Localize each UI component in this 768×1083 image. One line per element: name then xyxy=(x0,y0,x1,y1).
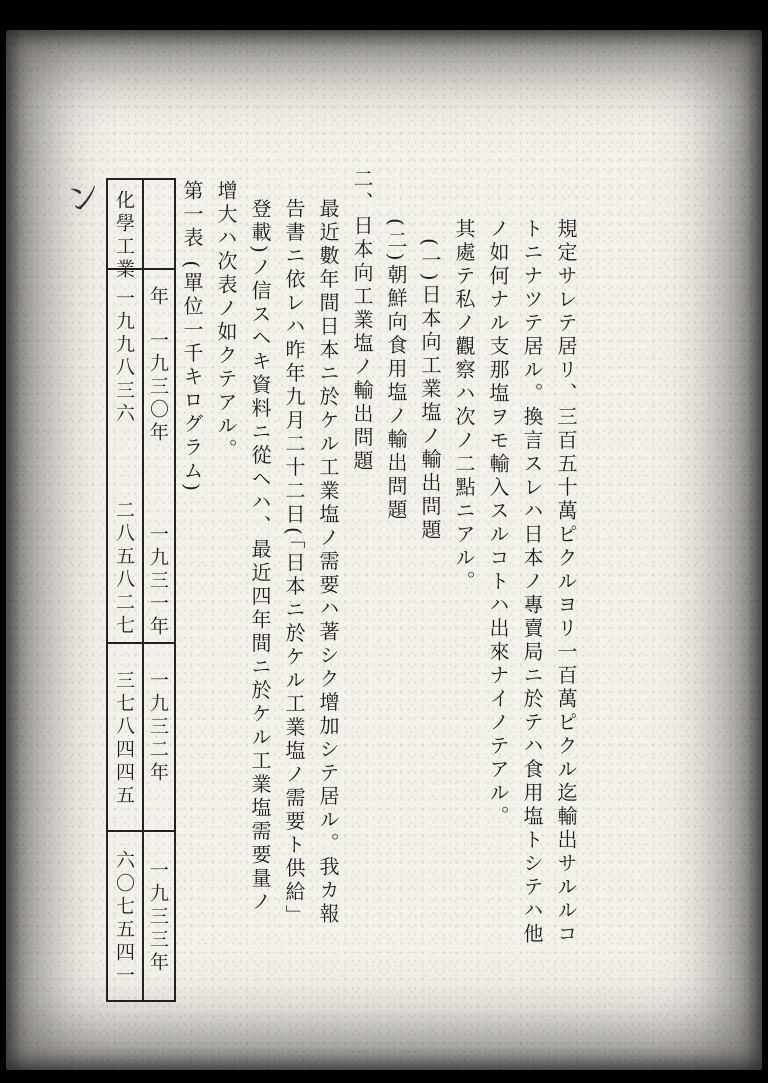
table-header-1933: 一九三三年 xyxy=(147,860,169,975)
text-line-5: (一)日本向工業塩ノ輸出問題 xyxy=(418,238,442,543)
table-cell-1930: 一九九八三六 xyxy=(113,288,135,426)
text-line-6: (二)朝鮮向食用塩ノ輸出問題 xyxy=(384,218,408,523)
table-border-top xyxy=(106,178,176,180)
text-line-11: 增大ハ次表ノ如クテアル。 xyxy=(214,180,238,462)
table-column-divider xyxy=(142,178,144,1002)
text-line-8: 最近數年間日本ニ於ケル工業塩ノ需要ハ著シク增加シテ居ル。我カ報 xyxy=(316,198,340,927)
table-header-1932: 一九三二年 xyxy=(147,670,169,785)
table-row-label: 化學工業 xyxy=(113,190,135,282)
table-row-divider xyxy=(106,830,176,832)
text-line-9: 告書ニ依レハ昨年九月二十二日(「日本ニ於ケル工業塩ノ需要ト供給」 xyxy=(282,198,306,928)
text-line-10: 登載)ノ信スヘキ資料ニ從ヘハ、最近四年間ニ於ケル工業塩需要量ノ xyxy=(248,198,272,915)
text-line-4: 其處テ私ノ觀察ハ次ノ二點ニアル。 xyxy=(452,218,476,594)
table-row-divider xyxy=(106,642,176,644)
section-heading: 二、日本向工業塩ノ輸出問題 xyxy=(350,168,374,474)
table-cell-1932: 三七八四四五 xyxy=(113,670,135,808)
text-line-2: トニナツテ居ル。換言スレハ日本ノ專賣局ニ於テハ食用塩トシテハ他 xyxy=(520,218,544,947)
table-border-right xyxy=(174,178,176,1002)
table-caption: 第一表 (單位一千キログラム) xyxy=(180,180,204,495)
document-page xyxy=(6,30,762,1070)
data-table xyxy=(6,30,762,1070)
table-border-left xyxy=(106,178,108,1002)
table-header-year: 年 xyxy=(147,286,169,309)
table-header-1930: 一九三〇年 xyxy=(147,330,169,445)
table-cell-1933: 六〇七五四一 xyxy=(113,850,135,988)
table-border-bottom xyxy=(106,1000,176,1002)
text-line-3: ノ如何ナル支那塩ヲモ輸入スルコトハ出來ナイノテアル。 xyxy=(486,218,510,829)
text-line-1: 規定サレテ居リ、三百五十萬ピクルヨリ一百萬ピクル迄輸出サルルコ xyxy=(554,218,578,947)
table-cell-1931: 二八五八二七 xyxy=(113,500,135,638)
table-header-1931: 一九三一年 xyxy=(147,524,169,639)
handwritten-mark: ン xyxy=(62,174,106,222)
